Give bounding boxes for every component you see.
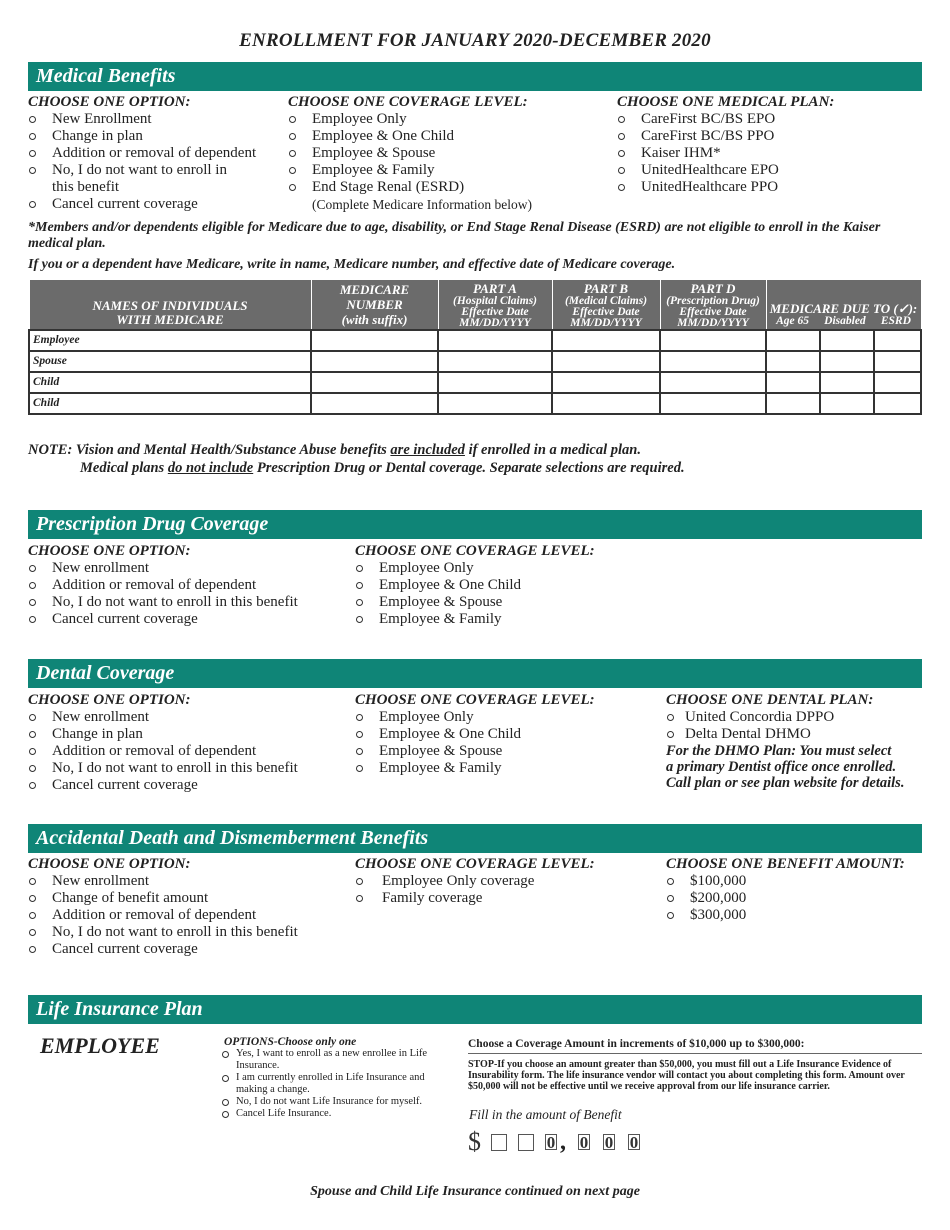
life-option-new[interactable]: Yes, I want to enroll as a new enrollee in Life Insurance.: [222, 1048, 452, 1072]
table-cell[interactable]: [438, 351, 552, 372]
dental-option-column: [28, 692, 348, 794]
rx-option-add-remove[interactable]: Addition or removal of dependent: [28, 577, 348, 594]
add-amount-300k[interactable]: $300,000: [666, 907, 936, 924]
radio-icon[interactable]: [356, 616, 363, 623]
radio-icon[interactable]: [356, 748, 363, 755]
add-level-heading: CHOOSE ONE COVERAGE LEVEL:: [355, 856, 595, 872]
benefit-amount-field[interactable]: [468, 1127, 649, 1155]
medical-plan-kaiser[interactable]: Kaiser IHM*: [617, 145, 922, 162]
radio-icon[interactable]: [618, 150, 625, 157]
medical-option-cancel[interactable]: Cancel current coverage: [28, 196, 288, 213]
row-label-child: Child: [29, 372, 311, 393]
radio-icon[interactable]: [29, 116, 36, 123]
rx-option-new[interactable]: New enrollment: [28, 560, 348, 577]
page-title: ENROLLMENT FOR JANUARY 2020-DECEMBER 2020: [239, 30, 711, 51]
medical-option-new-enrollment[interactable]: New Enrollment: [28, 111, 288, 128]
radio-icon[interactable]: [29, 946, 36, 953]
medical-option-column: [28, 94, 288, 213]
add-header: Accidental Death and Dismemberment Benefits: [28, 824, 922, 853]
dental-plan-heading: CHOOSE ONE DENTAL PLAN:: [666, 692, 874, 708]
add-amount-heading: CHOOSE ONE BENEFIT AMOUNT:: [666, 856, 905, 872]
medical-plan-column: [617, 94, 922, 196]
medical-note: NOTE: Vision and Mental Health/Substance Abuse benefits are included if enrolled in a medical plan. Medical plans do not include Prescription Drug or Dental coverage. Separate selections are required.: [28, 442, 685, 476]
radio-icon[interactable]: [356, 895, 363, 902]
dental-level-spouse[interactable]: Employee & Spouse: [355, 743, 655, 760]
radio-icon[interactable]: [222, 1051, 229, 1058]
add-amount-200k[interactable]: $200,000: [666, 890, 936, 907]
dental-option-new[interactable]: New enrollment: [28, 709, 348, 726]
table-row: [29, 393, 921, 414]
medicare-instruction: If you or a dependent have Medicare, write in name, Medicare number, and effective date of Medicare coverage.: [28, 257, 676, 272]
dhmo-note: For the DHMO Plan: You must select a primary Dentist office once enrolled. Call plan or see plan website for details.: [666, 743, 905, 791]
life-options-column: [222, 1036, 452, 1120]
radio-icon[interactable]: [29, 731, 36, 738]
dollar-sign: $: [468, 1127, 481, 1156]
dental-header: Dental Coverage: [28, 659, 922, 688]
medical-option-heading: CHOOSE ONE OPTION:: [28, 94, 191, 110]
employee-label: EMPLOYEE: [40, 1033, 160, 1058]
radio-icon[interactable]: [667, 731, 674, 738]
table-cell[interactable]: [311, 330, 438, 351]
table-cell[interactable]: [552, 351, 660, 372]
digit-box[interactable]: [491, 1134, 507, 1151]
add-level-family[interactable]: Family coverage: [355, 890, 655, 907]
life-stop-text: STOP-If you choose an amount greater than $50,000, you must fill out a Life Insurance Evidence of Insurability form. The life insurance vendor will contact you about completing this form. Amount over $50,000 will not be effective until we receive approval from our life insurance carrier.: [468, 1059, 905, 1092]
life-amount-heading: Choose a Coverage Amount in increments of $10,000 up to $300,000:: [468, 1038, 922, 1054]
radio-icon[interactable]: [667, 714, 674, 721]
rx-option-cancel[interactable]: Cancel current coverage: [28, 611, 348, 628]
col-medicare-number: MEDICARE NUMBER (with suffix): [311, 280, 438, 330]
radio-icon[interactable]: [29, 765, 36, 772]
radio-icon[interactable]: [29, 782, 36, 789]
radio-icon[interactable]: [618, 133, 625, 140]
radio-icon[interactable]: [29, 616, 36, 623]
radio-icon[interactable]: [356, 599, 363, 606]
radio-icon[interactable]: [356, 878, 363, 885]
radio-icon[interactable]: [667, 912, 674, 919]
medicare-table: [28, 279, 922, 415]
kaiser-footnote: *Members and/or dependents eligible for Medicare due to age, disability, or End Stage Renal Disease (ESRD) are not eligible to enroll in the Kaiser medical plan.: [28, 220, 881, 251]
dental-plan-column: [666, 692, 936, 791]
table-cell[interactable]: [438, 372, 552, 393]
dental-level-column: [355, 692, 655, 777]
rx-level-employee-only[interactable]: Employee Only: [355, 560, 655, 577]
table-cell[interactable]: [874, 351, 921, 372]
add-level-employee[interactable]: Employee Only coverage: [355, 873, 655, 890]
dental-option-heading: CHOOSE ONE OPTION:: [28, 692, 191, 708]
radio-icon[interactable]: [29, 748, 36, 755]
medical-plan-uhc-ppo[interactable]: UnitedHealthcare PPO: [617, 179, 922, 196]
table-cell[interactable]: [820, 372, 874, 393]
rx-level-column: [355, 543, 655, 628]
radio-icon[interactable]: [618, 116, 625, 123]
medical-level-spouse[interactable]: Employee & Spouse: [288, 145, 608, 162]
add-option-add-remove[interactable]: Addition or removal of dependent: [28, 907, 348, 924]
radio-icon[interactable]: [29, 201, 36, 208]
life-header: Life Insurance Plan: [28, 995, 922, 1024]
col-part-d: PART D (Prescription Drug) Effective Date MM/DD/YYYY: [660, 280, 766, 330]
table-cell[interactable]: [874, 330, 921, 351]
radio-icon[interactable]: [289, 133, 296, 140]
dental-level-one-child[interactable]: Employee & One Child: [355, 726, 655, 743]
radio-icon[interactable]: [289, 167, 296, 174]
radio-icon[interactable]: [29, 895, 36, 902]
dental-plan-concordia[interactable]: United Concordia DPPO: [666, 709, 936, 726]
table-cell[interactable]: [311, 372, 438, 393]
table-cell[interactable]: [660, 372, 766, 393]
dental-level-employee-only[interactable]: Employee Only: [355, 709, 655, 726]
add-option-column: [28, 856, 348, 958]
table-cell[interactable]: [766, 330, 820, 351]
medical-plan-carefirst-ppo[interactable]: CareFirst BC/BS PPO: [617, 128, 922, 145]
table-cell[interactable]: [552, 372, 660, 393]
col-part-a: PART A (Hospital Claims) Effective Date MM/DD/YYYY: [438, 280, 552, 330]
medical-level-esrd[interactable]: End Stage Renal (ESRD): [288, 179, 608, 196]
table-row: [29, 351, 921, 372]
radio-icon[interactable]: [667, 878, 674, 885]
rx-option-column: [28, 543, 348, 628]
radio-icon[interactable]: [618, 167, 625, 174]
radio-icon[interactable]: [29, 582, 36, 589]
zero-digit: 0: [579, 1133, 589, 1152]
col-medicare-due-to: MEDICARE DUE TO (✓): Age 65 Disabled ESRD: [766, 280, 921, 330]
radio-icon[interactable]: [29, 912, 36, 919]
medical-level-one-child[interactable]: Employee & One Child: [288, 128, 608, 145]
add-option-change-amount[interactable]: Change of benefit amount: [28, 890, 348, 907]
add-level-column: [355, 856, 655, 907]
digit-box[interactable]: [518, 1134, 534, 1151]
table-cell[interactable]: [552, 393, 660, 414]
zero-digit: 0: [629, 1133, 639, 1152]
table-cell[interactable]: [660, 393, 766, 414]
zero-digit: 0: [546, 1133, 556, 1152]
radio-icon[interactable]: [356, 731, 363, 738]
rx-level-one-child[interactable]: Employee & One Child: [355, 577, 655, 594]
radio-icon[interactable]: [29, 150, 36, 157]
dental-level-family[interactable]: Employee & Family: [355, 760, 655, 777]
dental-level-heading: CHOOSE ONE COVERAGE LEVEL:: [355, 692, 595, 708]
radio-icon[interactable]: [289, 184, 296, 191]
medical-level-family[interactable]: Employee & Family: [288, 162, 608, 179]
table-cell[interactable]: [766, 372, 820, 393]
medical-level-note: (Complete Medicare Information below): [312, 197, 533, 212]
col-names: NAMES OF INDIVIDUALS WITH MEDICARE: [29, 280, 311, 330]
add-amount-column: [666, 856, 936, 924]
table-cell[interactable]: [660, 351, 766, 372]
radio-icon[interactable]: [29, 599, 36, 606]
life-option-decline[interactable]: No, I do not want Life Insurance for myself.: [222, 1096, 452, 1108]
add-option-cancel[interactable]: Cancel current coverage: [28, 941, 348, 958]
rx-level-heading: CHOOSE ONE COVERAGE LEVEL:: [355, 543, 595, 559]
medical-option-decline-cont: this benefit: [52, 179, 120, 195]
row-label-employee: Employee: [29, 330, 311, 351]
add-option-decline[interactable]: No, I do not want to enroll in this benefit: [28, 924, 348, 941]
row-label-child-2: Child: [29, 393, 311, 414]
table-cell[interactable]: [874, 393, 921, 414]
add-option-new[interactable]: New enrollment: [28, 873, 348, 890]
radio-icon[interactable]: [29, 929, 36, 936]
dental-option-cancel[interactable]: Cancel current coverage: [28, 777, 348, 794]
add-amount-100k[interactable]: $100,000: [666, 873, 936, 890]
row-label-spouse: Spouse: [29, 351, 311, 372]
medical-option-change-plan[interactable]: Change in plan: [28, 128, 288, 145]
table-cell[interactable]: [552, 330, 660, 351]
radio-icon[interactable]: [29, 565, 36, 572]
comma: ,: [560, 1128, 566, 1155]
rx-option-decline[interactable]: No, I do not want to enroll in this benefit: [28, 594, 348, 611]
radio-icon[interactable]: [618, 184, 625, 191]
table-cell[interactable]: [820, 393, 874, 414]
medical-benefits-header: Medical Benefits: [28, 62, 922, 91]
table-cell[interactable]: [438, 330, 552, 351]
table-cell[interactable]: [311, 393, 438, 414]
prescription-header: Prescription Drug Coverage: [28, 510, 922, 539]
table-cell[interactable]: [874, 372, 921, 393]
table-cell[interactable]: [820, 351, 874, 372]
radio-icon[interactable]: [289, 150, 296, 157]
table-row: [29, 372, 921, 393]
life-options-heading: OPTIONS-Choose only one: [224, 1036, 357, 1048]
zero-digit: 0: [604, 1133, 614, 1152]
medical-level-column: [288, 94, 608, 213]
table-row: [29, 330, 921, 351]
life-option-cancel[interactable]: Cancel Life Insurance.: [222, 1108, 452, 1120]
radio-icon[interactable]: [29, 167, 36, 174]
radio-icon[interactable]: [29, 714, 36, 721]
medical-level-employee-only[interactable]: Employee Only: [288, 111, 608, 128]
rx-level-family[interactable]: Employee & Family: [355, 611, 655, 628]
table-cell[interactable]: [660, 330, 766, 351]
radio-icon[interactable]: [356, 765, 363, 772]
footer-note: Spouse and Child Life Insurance continued on next page: [310, 1184, 640, 1199]
table-cell[interactable]: [311, 351, 438, 372]
medical-plan-heading: CHOOSE ONE MEDICAL PLAN:: [617, 94, 835, 110]
radio-icon[interactable]: [29, 133, 36, 140]
radio-icon[interactable]: [356, 565, 363, 572]
table-cell[interactable]: [766, 351, 820, 372]
radio-icon[interactable]: [667, 895, 674, 902]
radio-icon[interactable]: [222, 1111, 229, 1118]
medical-option-decline[interactable]: No, I do not want to enroll in: [28, 162, 288, 179]
radio-icon[interactable]: [222, 1099, 229, 1106]
medical-level-heading: CHOOSE ONE COVERAGE LEVEL:: [288, 94, 528, 110]
table-cell[interactable]: [766, 393, 820, 414]
dental-option-add-remove[interactable]: Addition or removal of dependent: [28, 743, 348, 760]
dental-plan-delta[interactable]: Delta Dental DHMO: [666, 726, 936, 743]
radio-icon[interactable]: [289, 116, 296, 123]
life-fill-label: Fill in the amount of Benefit: [469, 1107, 622, 1122]
table-cell[interactable]: [820, 330, 874, 351]
medical-plan-uhc-epo[interactable]: UnitedHealthcare EPO: [617, 162, 922, 179]
col-part-b: PART B (Medical Claims) Effective Date MM/DD/YYYY: [552, 280, 660, 330]
rx-level-spouse[interactable]: Employee & Spouse: [355, 594, 655, 611]
medical-option-add-remove-dependent[interactable]: Addition or removal of dependent: [28, 145, 288, 162]
radio-icon[interactable]: [222, 1075, 229, 1082]
add-option-heading: CHOOSE ONE OPTION:: [28, 856, 191, 872]
life-option-change[interactable]: I am currently enrolled in Life Insurance and making a change.: [222, 1072, 452, 1096]
dental-option-decline[interactable]: No, I do not want to enroll in this benefit: [28, 760, 348, 777]
radio-icon[interactable]: [29, 878, 36, 885]
dental-option-change[interactable]: Change in plan: [28, 726, 348, 743]
table-cell[interactable]: [438, 393, 552, 414]
medical-plan-carefirst-epo[interactable]: CareFirst BC/BS EPO: [617, 111, 922, 128]
rx-option-heading: CHOOSE ONE OPTION:: [28, 543, 191, 559]
radio-icon[interactable]: [356, 582, 363, 589]
radio-icon[interactable]: [356, 714, 363, 721]
